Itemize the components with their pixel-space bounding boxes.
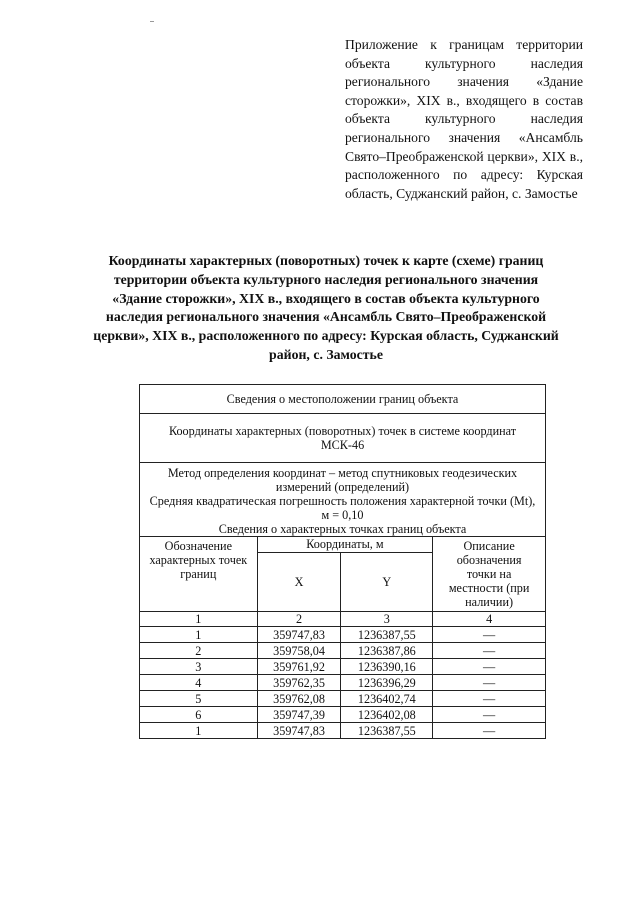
coord-x: 359747,83 (257, 723, 341, 739)
coord-y: 1236387,55 (341, 723, 433, 739)
table-row (140, 675, 546, 691)
table-row (140, 723, 546, 739)
table-row (140, 643, 546, 659)
point-id: 1 (140, 627, 258, 643)
coord-x: 359762,35 (257, 675, 341, 691)
table-row (140, 627, 546, 643)
point-description: — (433, 659, 546, 675)
point-id: 5 (140, 691, 258, 707)
header-designation: Обозначение характерных точек границ (140, 537, 258, 612)
point-id: 6 (140, 707, 258, 723)
section-title: Сведения о местоположении границ объекта (140, 385, 546, 414)
point-description: — (433, 707, 546, 723)
column-number: 3 (341, 612, 433, 627)
method-block (140, 463, 546, 537)
point-description: — (433, 723, 546, 739)
coord-x: 359762,08 (257, 691, 341, 707)
coord-x: 359747,39 (257, 707, 341, 723)
header-x: X (257, 552, 341, 611)
scan-mark (150, 21, 154, 22)
coord-y: 1236387,86 (341, 643, 433, 659)
points-title: Сведения о характерных точках границ объекта (218, 522, 467, 536)
point-id: 1 (140, 723, 258, 739)
point-description: — (433, 691, 546, 707)
column-number: 2 (257, 612, 341, 627)
coord-y: 1236396,29 (341, 675, 433, 691)
coord-x: 359761,92 (257, 659, 341, 675)
column-number: 1 (140, 612, 258, 627)
point-id: 3 (140, 659, 258, 675)
coord-y: 1236390,16 (341, 659, 433, 675)
point-description: — (433, 627, 546, 643)
coord-y: 1236387,55 (341, 627, 433, 643)
coord-y: 1236402,74 (341, 691, 433, 707)
coord-system: Координаты характерных (поворотных) точек в системе координат МСК-46 (140, 414, 546, 463)
point-description: — (433, 675, 546, 691)
appendix-note: Приложение к границам территории объекта культурного наследия регионального значения «Здание сторожки», XIX в., входящего в состав объекта культурного наследия регионального значения «Ансамбль Свято–Преображенской церкви», XIX в., расположенного по адресу: Курская область, Суджанский район, с. Замостье (345, 37, 583, 201)
coordinates-table (139, 384, 546, 739)
point-id: 4 (140, 675, 258, 691)
header-y: Y (341, 552, 433, 611)
point-description: — (433, 643, 546, 659)
table-row (140, 707, 546, 723)
coord-x: 359747,83 (257, 627, 341, 643)
table-row (140, 659, 546, 675)
table-row (140, 691, 546, 707)
coord-y: 1236402,08 (341, 707, 433, 723)
accuracy-text: Средняя квадратическая погрешность положения характерной точки (Mt), м = 0,10 (149, 494, 536, 522)
method-text: Метод определения координат – метод спутниковых геодезических измерений (определений) (167, 466, 518, 494)
document-title: Координаты характерных (поворотных) точек к карте (схеме) границ территории объекта культурного наследия регионального значения «Здание сторожки», XIX в., входящего в состав объекта культурного наследия регионального значения «Ансамбль Свято–Преображенской церкви», XIX в., расположенного по адресу: Курская область, Суджанский район, с. Замостье (93, 253, 559, 362)
header-coords: Координаты, м (257, 537, 433, 553)
header-description: Описание обозначения точки на местности (при наличии) (433, 537, 546, 612)
column-number: 4 (433, 612, 546, 627)
coord-x: 359758,04 (257, 643, 341, 659)
point-id: 2 (140, 643, 258, 659)
